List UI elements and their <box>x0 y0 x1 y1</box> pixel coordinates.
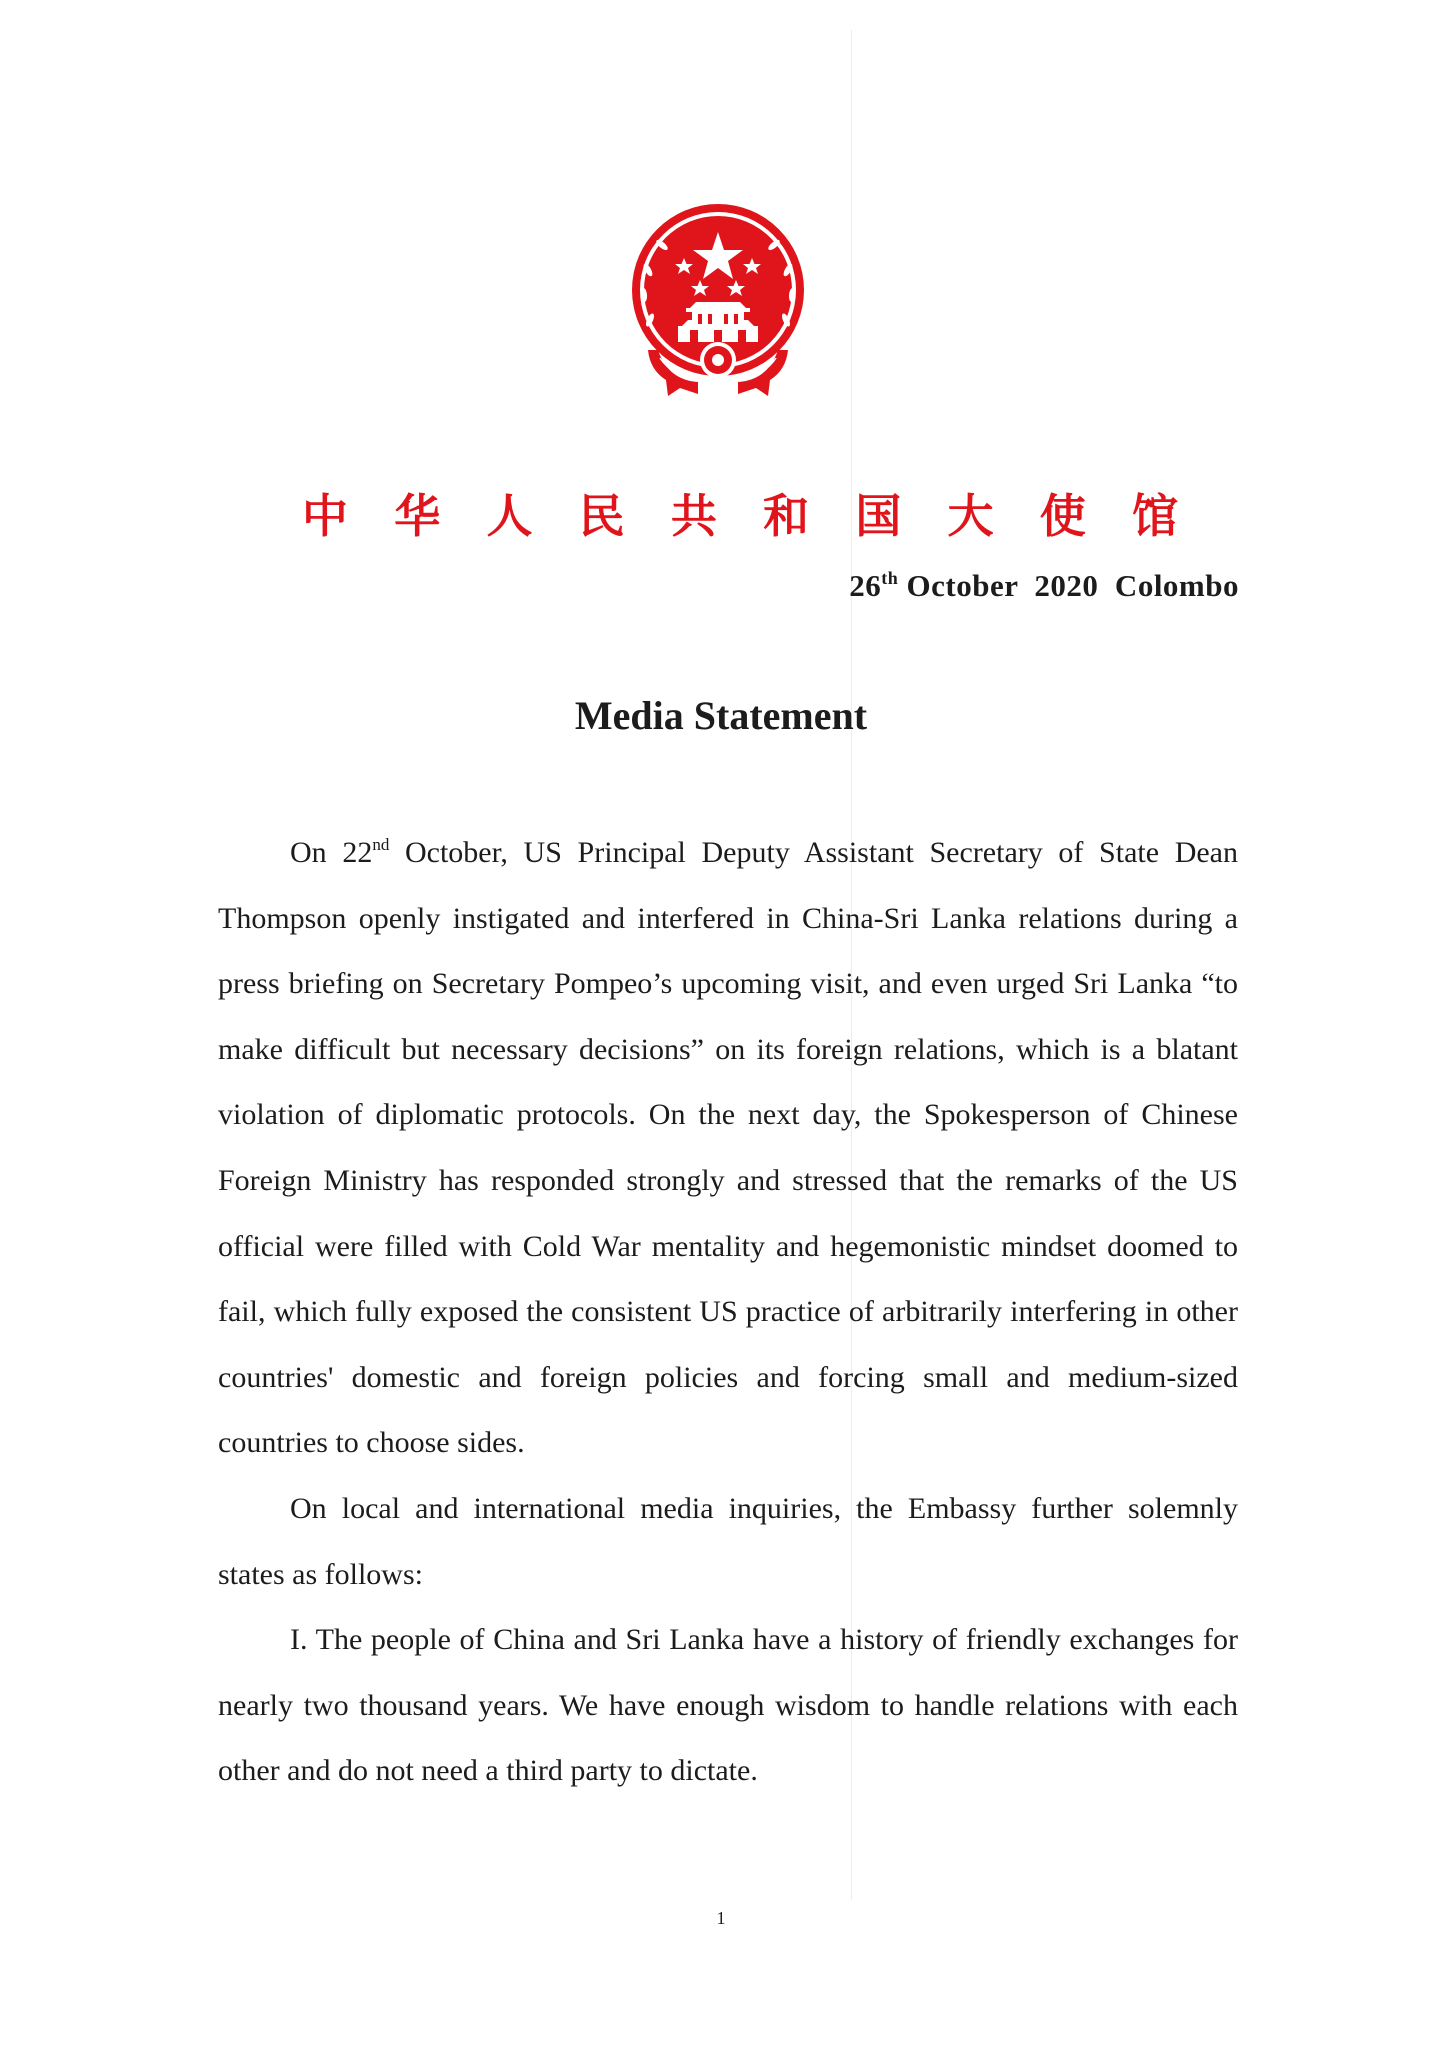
document-body <box>218 820 1238 1804</box>
paragraph-1-rest: October, US Principal Deputy Assistant Secretary of State Dean Thompson openly instigated and interfered in China-Sri Lanka relations during a press briefing on Secretary Pompeo’s upcoming visit, and even urged Sri Lanka “to make difficult but necessary decisions” on its foreign relations, which is a blatant violation of diplomatic protocols. On the next day, the Spokesperson of Chinese Foreign Ministry has responded strongly and stressed that the remarks of the US official were filled with Cold War mentality and hegemonistic mindset doomed to fail, which fully exposed the consistent US practice of arbitrarily interfering in other countries' domestic and foreign policies and forcing small and medium-sized countries to choose sides. <box>218 836 1238 1460</box>
embassy-name-char: 国 <box>855 489 902 543</box>
date-day: 26 <box>849 568 882 603</box>
document-title: Media Statement <box>574 693 868 738</box>
paragraph-2: On local and international media inquiries, the Embassy further solemnly states as follows: <box>218 1491 1238 1591</box>
national-emblem-icon <box>628 200 808 396</box>
date-rest: October 2020 Colombo <box>898 568 1239 603</box>
paragraph-3: I. The people of China and Sri Lanka have a history of friendly exchanges for nearly two thousand years. We have enough wisdom to handle relations with each other and do not need a third party to dictate. <box>218 1623 1238 1788</box>
paragraph-1-start: On 22 <box>290 836 373 869</box>
embassy-name-char: 人 <box>486 489 533 543</box>
embassy-name-char: 华 <box>394 489 441 543</box>
page-number: 1 <box>716 1908 726 1928</box>
paragraph-1-ordinal: nd <box>372 835 390 854</box>
embassy-name-char: 和 <box>763 489 810 543</box>
date-suffix: th <box>881 568 899 588</box>
embassy-name-char: 使 <box>1039 489 1086 543</box>
embassy-name <box>300 480 1180 546</box>
date-line <box>849 568 1239 604</box>
embassy-name-char: 民 <box>578 489 625 543</box>
paragraph-1 <box>218 820 1238 1476</box>
embassy-name-char: 中 <box>302 489 348 543</box>
embassy-name-char: 共 <box>670 489 717 543</box>
embassy-name-char: 大 <box>947 489 994 543</box>
embassy-name-char: 馆 <box>1131 489 1178 543</box>
